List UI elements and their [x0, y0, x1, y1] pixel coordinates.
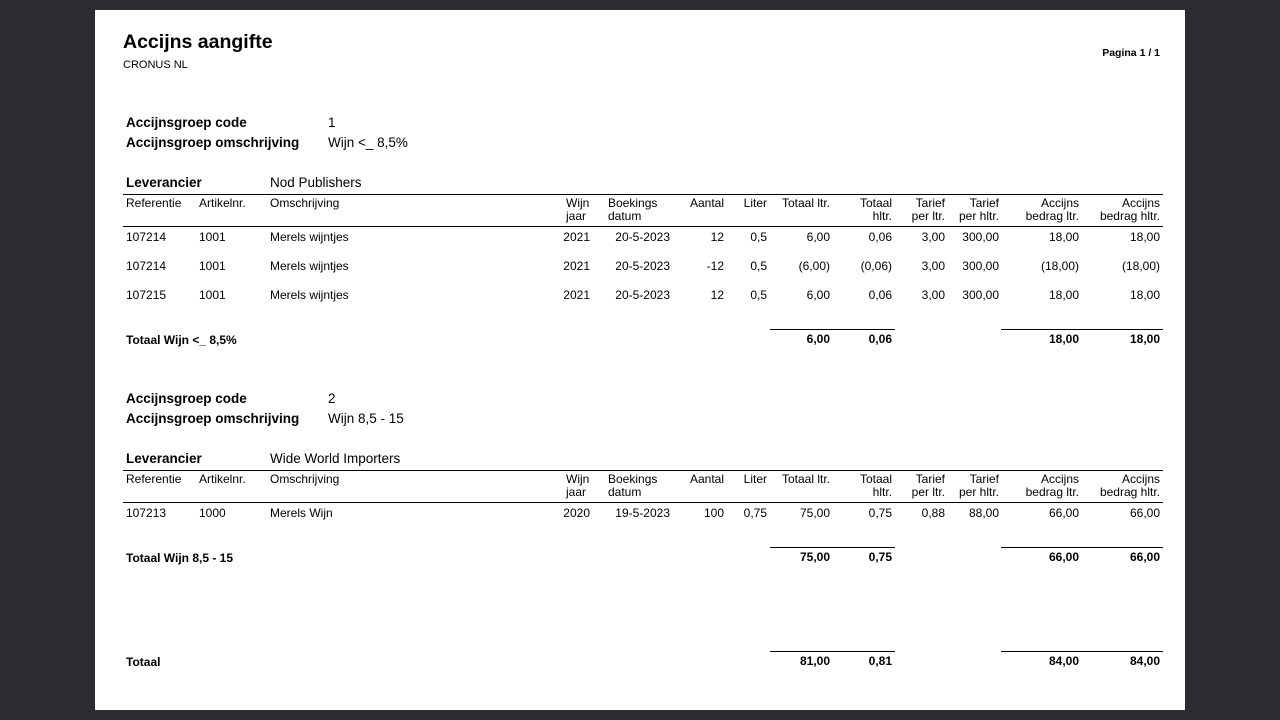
line-cell-total-ltr: 6,00: [806, 230, 830, 244]
vendor-name: Wide World Importers: [270, 451, 401, 466]
line-cell-liter: 0,5: [750, 259, 767, 273]
line-cell-excise-ltr: 18,00: [1048, 230, 1079, 244]
line-cell-excise-ltr: (18,00): [1040, 259, 1079, 273]
line-cell-quantity: 100: [703, 506, 724, 520]
line-cell-excise-ltr: 66,00: [1048, 506, 1079, 520]
group-total-total-hltr: 0,06: [868, 332, 892, 346]
report-title: Accijns aangifte: [123, 31, 273, 53]
line-cell-wine-year: 2021: [563, 288, 590, 302]
line-cell-total-hltr: 0,06: [868, 230, 892, 244]
group-code-label: Accijnsgroep code: [126, 391, 247, 406]
line-cell-excise-hltr: (18,00): [1121, 259, 1160, 273]
column-header-rate-ltr-line: per ltr.: [911, 485, 945, 499]
line-cell-quantity: -12: [706, 259, 724, 273]
group-total-excise-ltr: 66,00: [1048, 550, 1079, 564]
column-header-quantity-line: Aantal: [689, 196, 724, 210]
column-header-total-hltr-line: hltr.: [872, 209, 892, 223]
column-header-reference: [126, 197, 181, 210]
column-header-item-no-line: Artikelnr.: [199, 472, 246, 486]
column-header-rate-hltr: [959, 197, 999, 223]
line-cell-excise-hltr: 18,00: [1129, 230, 1160, 244]
line-cell-excise-hltr: 66,00: [1129, 506, 1160, 520]
column-header-total-ltr-line: Totaal ltr.: [781, 472, 830, 486]
line-cell-posting-date: 20-5-2023: [615, 230, 670, 244]
line-cell-wine-year: 2021: [563, 230, 590, 244]
column-header-rate-ltr-line: Tarief: [915, 472, 945, 486]
column-header-description: [270, 473, 339, 486]
column-header-total-ltr: [782, 197, 830, 210]
column-header-excise-ltr-line: Accijns: [1040, 472, 1079, 486]
column-header-rate-hltr: [959, 473, 999, 499]
header-top-rule: [123, 194, 1163, 195]
column-header-posting-date-line: datum: [608, 485, 642, 499]
column-header-total-hltr-line: hltr.: [872, 485, 892, 499]
column-header-description-line: Omschrijving: [270, 472, 340, 486]
group-total-label: Totaal Wijn <_ 8,5%: [126, 333, 237, 347]
group-description-value: Wijn <_ 8,5%: [328, 135, 408, 150]
line-cell-total-hltr: 0,06: [868, 288, 892, 302]
line-cell-reference: 107213: [126, 506, 167, 520]
column-header-excise-hltr: [1100, 473, 1160, 499]
group-total-total-ltr: 6,00: [806, 332, 830, 346]
line-cell-item-no: 1001: [199, 259, 226, 273]
group-code-value: 1: [328, 115, 336, 130]
column-header-rate-hltr-line: Tarief: [969, 196, 999, 210]
column-header-excise-ltr-line: bedrag ltr.: [1025, 209, 1079, 223]
column-header-item-no: [199, 197, 246, 210]
line-cell-excise-hltr: 18,00: [1129, 288, 1160, 302]
line-cell-rate-ltr: 0,88: [921, 506, 945, 520]
column-header-description: [270, 197, 339, 210]
line-cell-reference: 107215: [126, 288, 167, 302]
column-header-excise-hltr-line: Accijns: [1121, 472, 1160, 486]
header-bottom-rule: [123, 502, 1163, 503]
column-header-total-hltr-line: Totaal: [859, 196, 892, 210]
column-header-wine-year-line: Wijn: [566, 472, 590, 486]
column-header-rate-ltr-line: Tarief: [915, 196, 945, 210]
line-cell-posting-date: 19-5-2023: [615, 506, 670, 520]
column-header-quantity-line: Aantal: [689, 472, 724, 486]
column-header-total-ltr-line: Totaal ltr.: [781, 196, 830, 210]
column-header-wine-year: [566, 197, 589, 223]
column-header-wine-year-line: Wijn: [566, 196, 590, 210]
column-header-quantity: [690, 197, 724, 210]
column-header-total-hltr: [860, 197, 892, 223]
line-cell-rate-hltr: 300,00: [962, 230, 999, 244]
column-header-posting-date: [608, 473, 657, 499]
line-cell-liter: 0,75: [743, 506, 767, 520]
vendor-label: Leverancier: [126, 451, 202, 466]
line-cell-item-no: 1000: [199, 506, 226, 520]
group-total-total-ltr: 75,00: [799, 550, 830, 564]
column-header-rate-hltr-line: per hltr.: [958, 209, 999, 223]
line-cell-item-no: 1001: [199, 288, 226, 302]
column-header-posting-date-line: datum: [608, 209, 642, 223]
column-header-posting-date-line: Boekings: [608, 196, 658, 210]
line-cell-excise-ltr: 18,00: [1048, 288, 1079, 302]
column-header-excise-hltr-line: bedrag hltr.: [1099, 209, 1160, 223]
line-cell-rate-ltr: 3,00: [921, 259, 945, 273]
column-header-posting-date-line: Boekings: [608, 472, 658, 486]
group-total-excise-hltr: 18,00: [1129, 332, 1160, 346]
column-header-rate-ltr-line: per ltr.: [911, 209, 945, 223]
line-cell-liter: 0,5: [750, 288, 767, 302]
column-header-reference-line: Referentie: [126, 472, 182, 486]
grand-total-total-ltr: 81,00: [799, 654, 830, 668]
column-header-excise-hltr-line: bedrag hltr.: [1099, 485, 1160, 499]
group-code-value: 2: [328, 391, 336, 406]
column-header-rate-ltr: [912, 197, 945, 223]
column-header-description-line: Omschrijving: [270, 196, 340, 210]
column-header-total-hltr-line: Totaal: [859, 472, 892, 486]
report-page: [95, 10, 1185, 710]
grand-total-rule-excise: [1001, 651, 1163, 652]
column-header-excise-ltr: [1026, 197, 1079, 223]
column-header-wine-year-line: jaar: [566, 209, 587, 223]
column-header-quantity: [690, 473, 724, 486]
header-bottom-rule: [123, 226, 1163, 227]
vendor-name: Nod Publishers: [270, 175, 362, 190]
line-cell-description: Merels wijntjes: [270, 230, 349, 244]
line-cell-liter: 0,5: [750, 230, 767, 244]
line-cell-wine-year: 2020: [563, 506, 590, 520]
grand-total-rule-liters: [770, 651, 895, 652]
line-cell-reference: 107214: [126, 230, 167, 244]
page-number: Pagina 1 / 1: [1102, 47, 1160, 59]
line-cell-posting-date: 20-5-2023: [615, 259, 670, 273]
group-description-label: Accijnsgroep omschrijving: [126, 411, 300, 426]
line-cell-total-ltr: (6,00): [798, 259, 830, 273]
grand-total-excise-hltr: 84,00: [1129, 654, 1160, 668]
subtotal-rule-excise: [1001, 329, 1163, 330]
line-cell-wine-year: 2021: [563, 259, 590, 273]
group-total-excise-ltr: 18,00: [1048, 332, 1079, 346]
subtotal-rule-excise: [1001, 547, 1163, 548]
column-header-rate-hltr-line: per hltr.: [958, 485, 999, 499]
line-cell-posting-date: 20-5-2023: [615, 288, 670, 302]
line-cell-item-no: 1001: [199, 230, 226, 244]
grand-total-excise-ltr: 84,00: [1048, 654, 1079, 668]
column-header-item-no: [199, 473, 246, 486]
column-header-wine-year: [566, 473, 589, 499]
column-header-total-ltr: [782, 473, 830, 486]
line-cell-description: Merels Wijn: [270, 506, 333, 520]
column-header-total-hltr: [860, 473, 892, 499]
line-cell-total-hltr: 0,75: [868, 506, 892, 520]
line-cell-total-ltr: 75,00: [799, 506, 830, 520]
group-total-label: Totaal Wijn 8,5 - 15: [126, 551, 234, 565]
line-cell-rate-hltr: 300,00: [962, 288, 999, 302]
column-header-posting-date: [608, 197, 657, 223]
line-cell-description: Merels wijntjes: [270, 288, 349, 302]
column-header-liter: [744, 473, 767, 486]
line-cell-total-ltr: 6,00: [806, 288, 830, 302]
column-header-excise-hltr-line: Accijns: [1121, 196, 1160, 210]
column-header-liter: [744, 197, 767, 210]
line-cell-reference: 107214: [126, 259, 167, 273]
line-cell-quantity: 12: [710, 230, 724, 244]
group-total-total-hltr: 0,75: [868, 550, 892, 564]
column-header-excise-ltr-line: bedrag ltr.: [1025, 485, 1079, 499]
column-header-reference-line: Referentie: [126, 196, 182, 210]
line-cell-rate-ltr: 3,00: [921, 230, 945, 244]
line-cell-total-hltr: (0,06): [860, 259, 892, 273]
grand-total-total-hltr: 0,81: [868, 654, 892, 668]
column-header-liter-line: Liter: [743, 196, 767, 210]
group-code-label: Accijnsgroep code: [126, 115, 247, 130]
group-description-value: Wijn 8,5 - 15: [328, 411, 404, 426]
line-cell-rate-hltr: 300,00: [962, 259, 999, 273]
line-cell-rate-ltr: 3,00: [921, 288, 945, 302]
line-cell-description: Merels wijntjes: [270, 259, 349, 273]
column-header-excise-hltr: [1100, 197, 1160, 223]
group-description-label: Accijnsgroep omschrijving: [126, 135, 300, 150]
group-total-excise-hltr: 66,00: [1129, 550, 1160, 564]
column-header-liter-line: Liter: [743, 472, 767, 486]
column-header-rate-ltr: [912, 473, 945, 499]
company-name: CRONUS NL: [123, 59, 188, 71]
column-header-wine-year-line: jaar: [566, 485, 587, 499]
column-header-rate-hltr-line: Tarief: [969, 472, 999, 486]
column-header-reference: [126, 473, 181, 486]
column-header-item-no-line: Artikelnr.: [199, 196, 246, 210]
line-cell-rate-hltr: 88,00: [968, 506, 999, 520]
line-cell-quantity: 12: [710, 288, 724, 302]
column-header-excise-ltr-line: Accijns: [1040, 196, 1079, 210]
header-top-rule: [123, 470, 1163, 471]
grand-total-label: Totaal: [126, 655, 161, 669]
column-header-excise-ltr: [1026, 473, 1079, 499]
vendor-label: Leverancier: [126, 175, 202, 190]
subtotal-rule-liters: [770, 329, 895, 330]
subtotal-rule-liters: [770, 547, 895, 548]
